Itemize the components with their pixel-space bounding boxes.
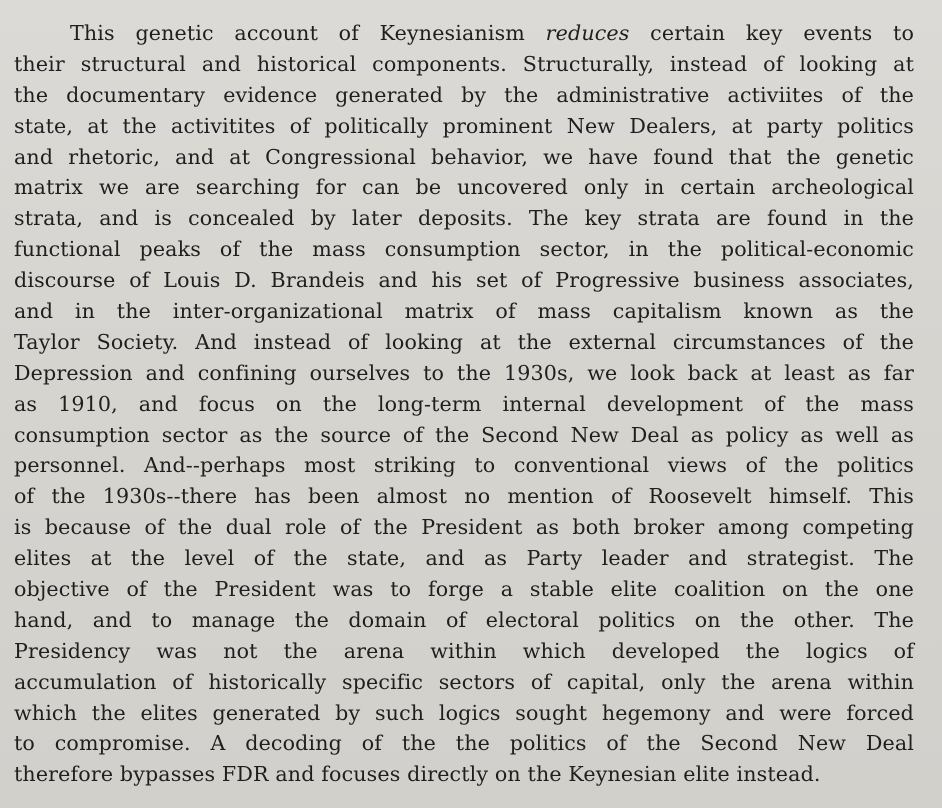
- paragraph-line: objective of the President was to forge a stable elite coalition on the one: [14, 577, 914, 602]
- paragraph-line: the documentary evidence generated by the administrative activiites of the: [14, 82, 914, 107]
- paragraph-line: accumulation of historically specific sectors of capital, only the arena within: [14, 669, 914, 694]
- emphasized-word: reduces: [545, 21, 630, 45]
- paragraph-line: and in the inter-organizational matrix of mass capitalism known as the: [14, 299, 914, 324]
- body-paragraph: [14, 18, 914, 790]
- paragraph-line: and rhetoric, and at Congressional behavior, we have found that the genetic: [14, 144, 914, 169]
- paragraph-line: [14, 18, 914, 49]
- paragraph-line: matrix we are searching for can be uncovered only in certain archeological: [14, 175, 914, 200]
- paragraph-line: Depression and confining ourselves to the 1930s, we look back at least as far: [14, 360, 914, 385]
- paragraph-line: to compromise. A decoding of the the politics of the Second New Deal: [14, 731, 914, 756]
- paragraph-line: state, at the activitites of politically prominent New Dealers, at party politics: [14, 113, 914, 138]
- paragraph-line: functional peaks of the mass consumption sector, in the political-economic: [14, 237, 914, 262]
- paragraph-line: is because of the dual role of the President as both broker among competing: [14, 515, 914, 540]
- paragraph-line: therefore bypasses FDR and focuses directly on the Keynesian elite instead.: [14, 762, 821, 787]
- paragraph-line: hand, and to manage the domain of electoral politics on the other. The: [14, 607, 914, 632]
- paragraph-line: personnel. And--perhaps most striking to conventional views of the politics: [14, 453, 914, 478]
- paragraph-line: strata, and is concealed by later deposits. The key strata are found in the: [14, 206, 914, 231]
- paragraph-line: Presidency was not the arena within which developed the logics of: [14, 638, 914, 663]
- paragraph-line: as 1910, and focus on the long-term internal development of the mass: [14, 391, 914, 416]
- paragraph-line: Taylor Society. And instead of looking at the external circumstances of the: [14, 329, 914, 354]
- paragraph-line: their structural and historical components. Structurally, instead of looking at: [14, 51, 914, 76]
- paragraph-line: discourse of Louis D. Brandeis and his set of Progressive business associates,: [14, 268, 914, 293]
- line-text-after-emphasis: certain key events to: [629, 21, 915, 45]
- paragraph-line: of the 1930s--there has been almost no mention of Roosevelt himself. This: [14, 484, 914, 509]
- paragraph-line: which the elites generated by such logics sought hegemony and were forced: [14, 700, 914, 725]
- line-text-before-emphasis: This genetic account of Keynesianism: [70, 21, 546, 45]
- paragraph-line: consumption sector as the source of the Second New Deal as policy as well as: [14, 422, 914, 447]
- paragraph-line: elites at the level of the state, and as Party leader and strategist. The: [14, 546, 914, 571]
